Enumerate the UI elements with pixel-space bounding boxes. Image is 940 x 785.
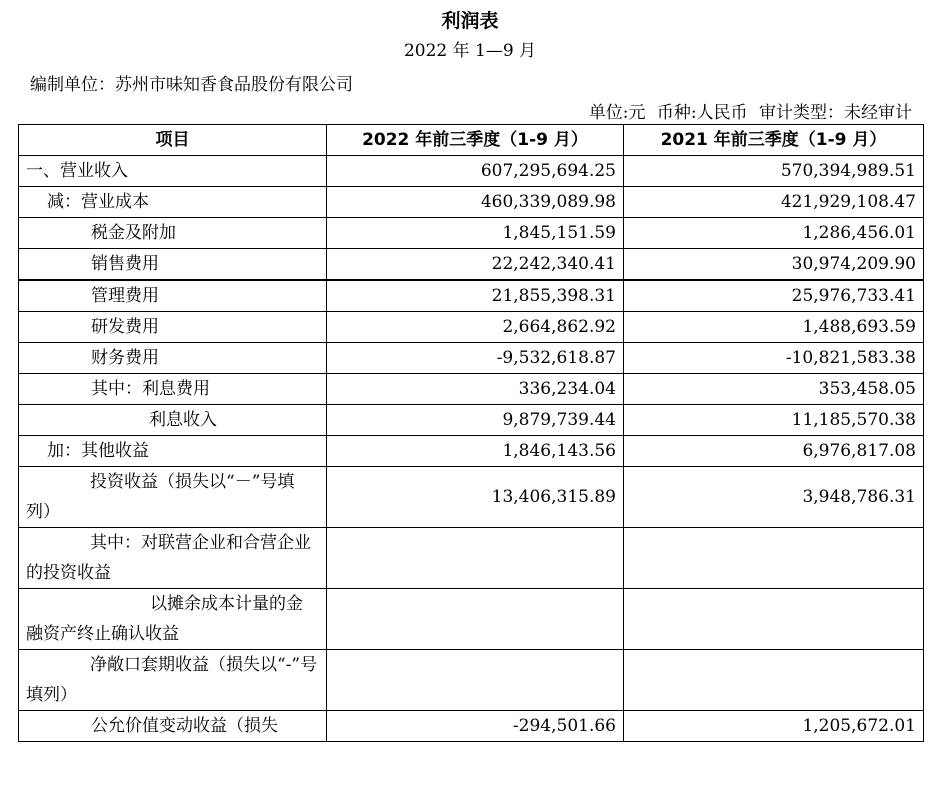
row-current: 336,234.04	[327, 374, 624, 405]
row-label: 利息收入	[19, 405, 327, 436]
row-previous: 25,976,733.41	[624, 280, 924, 312]
row-label: 净敞口套期收益（损失以“-”号填列）	[19, 650, 327, 711]
row-current: 1,846,143.56	[327, 436, 624, 467]
table-row	[19, 528, 924, 589]
row-previous	[624, 650, 924, 711]
row-label: 财务费用	[19, 343, 327, 374]
row-current: 21,855,398.31	[327, 280, 624, 312]
table-row	[19, 156, 924, 187]
header-current-period: 2022 年前三季度（1-9 月）	[327, 125, 624, 156]
row-label: 销售费用	[19, 249, 327, 281]
row-previous: 1,286,456.01	[624, 218, 924, 249]
table-row	[19, 436, 924, 467]
table-row	[19, 187, 924, 218]
table-row	[19, 589, 924, 650]
row-current: 2,664,862.92	[327, 312, 624, 343]
table-row	[19, 711, 924, 742]
row-previous: 30,974,209.90	[624, 249, 924, 281]
header-item: 项目	[19, 125, 327, 156]
row-previous: 1,205,672.01	[624, 711, 924, 742]
row-current: 22,242,340.41	[327, 249, 624, 281]
row-previous: 570,394,989.51	[624, 156, 924, 187]
row-current: -9,532,618.87	[327, 343, 624, 374]
row-label: 其中：利息费用	[19, 374, 327, 405]
row-current: 460,339,089.98	[327, 187, 624, 218]
row-current: 1,845,151.59	[327, 218, 624, 249]
row-previous: 6,976,817.08	[624, 436, 924, 467]
income-statement-table	[18, 124, 924, 742]
row-label: 以摊余成本计量的金融资产终止确认收益	[19, 589, 327, 650]
row-label: 管理费用	[19, 280, 327, 312]
preparer-company: 编制单位：苏州市味知香食品股份有限公司	[30, 75, 353, 95]
statement-title: 利润表	[441, 10, 499, 32]
row-current	[327, 528, 624, 589]
row-current	[327, 650, 624, 711]
table-row	[19, 405, 924, 436]
row-current: 607,295,694.25	[327, 156, 624, 187]
row-label: 研发费用	[19, 312, 327, 343]
table-row	[19, 374, 924, 405]
table-row	[19, 249, 924, 281]
row-previous	[624, 528, 924, 589]
table-row	[19, 280, 924, 312]
row-previous: 421,929,108.47	[624, 187, 924, 218]
table-row	[19, 218, 924, 249]
row-previous: 11,185,570.38	[624, 405, 924, 436]
unit-currency-audit-line: 单位:元 币种:人民币 审计类型：未经审计	[588, 103, 912, 123]
row-current: -294,501.66	[327, 711, 624, 742]
table-row	[19, 650, 924, 711]
row-label: 税金及附加	[19, 218, 327, 249]
row-previous	[624, 589, 924, 650]
row-label: 一、营业收入	[19, 156, 327, 187]
row-label: 其中：对联营企业和合营企业的投资收益	[19, 528, 327, 589]
row-current	[327, 589, 624, 650]
row-previous: 3,948,786.31	[624, 467, 924, 528]
statement-period: 2022 年 1—9 月	[403, 41, 537, 61]
row-previous: 353,458.05	[624, 374, 924, 405]
table-header-row	[19, 125, 924, 156]
row-label: 投资收益（损失以“－”号填列）	[19, 467, 327, 528]
table-row	[19, 312, 924, 343]
row-previous: -10,821,583.38	[624, 343, 924, 374]
header-previous-period: 2021 年前三季度（1-9 月）	[624, 125, 924, 156]
table-row	[19, 467, 924, 528]
row-previous: 1,488,693.59	[624, 312, 924, 343]
row-current: 13,406,315.89	[327, 467, 624, 528]
row-current: 9,879,739.44	[327, 405, 624, 436]
table-row	[19, 343, 924, 374]
row-label: 减：营业成本	[19, 187, 327, 218]
row-label: 公允价值变动收益（损失	[19, 711, 327, 742]
row-label: 加：其他收益	[19, 436, 327, 467]
